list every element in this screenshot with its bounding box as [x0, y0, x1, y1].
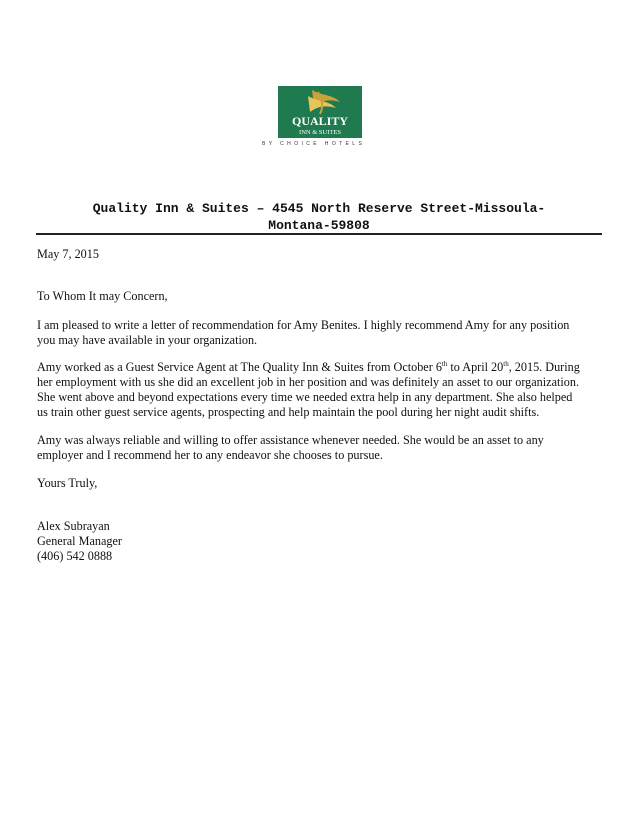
paragraph-2-line-1 — [37, 360, 605, 375]
paragraph-2-line-4: us train other guest service agents, prospecting and help maintain the pool during her night audit shifts. — [37, 405, 540, 419]
header-divider — [36, 233, 602, 235]
paragraph-2-line-2: her employment with us she did an excellent job in her position and was definitely an asset to our organization. — [37, 375, 579, 389]
letter-closing: Yours Truly, — [37, 476, 98, 490]
letter-salutation: To Whom It may Concern, — [37, 289, 168, 303]
p2-text-a: Amy worked as a Guest Service Agent at The Quality Inn & Suites from October 6 — [37, 360, 442, 374]
letter-date: May 7, 2015 — [37, 247, 99, 261]
logo-brand-line2: INN & SUITES — [299, 129, 341, 136]
signer-phone: (406) 542 0888 — [37, 549, 113, 563]
quality-inn-logo-icon — [278, 86, 362, 138]
letterhead-address — [36, 200, 602, 234]
signer-title: General Manager — [37, 534, 122, 548]
signature-block — [37, 519, 605, 564]
paragraph-1-line-2: you may have available in your organization. — [37, 333, 258, 347]
p2-text-b: to April 20 — [447, 360, 504, 374]
p2-sup-1: th — [441, 359, 448, 368]
paragraph-3-line-1: Amy was always reliable and willing to offer assistance whenever needed. She would be an asset to any — [37, 433, 544, 447]
p2-text-c: , 2015. During — [508, 360, 580, 374]
paragraph-1-line-1: I am pleased to write a letter of recommendation for Amy Benites. I highly recommend Amy for any position — [37, 318, 570, 332]
letterhead-line2: Montana-59808 — [268, 218, 370, 233]
paragraph-3-line-2: employer and I recommend her to any endeavor she chooses to pursue. — [37, 448, 383, 462]
paragraph-2-line-3: She went above and beyond expectations every time we needed extra help in any department. She also helped — [37, 390, 573, 404]
logo-tagline: BY CHOICE HOTELS — [262, 141, 366, 147]
paragraph-1 — [37, 318, 605, 348]
hotel-logo — [278, 86, 368, 146]
letterhead-line1: Quality Inn & Suites – 4545 North Reserve Street-Missoula- — [92, 201, 546, 216]
paragraph-2 — [37, 360, 605, 420]
logo-brand-line1: QUALITY — [291, 114, 349, 128]
paragraph-3 — [37, 433, 605, 463]
p2-sup-2: th — [503, 359, 509, 368]
signer-name: Alex Subrayan — [37, 519, 110, 533]
